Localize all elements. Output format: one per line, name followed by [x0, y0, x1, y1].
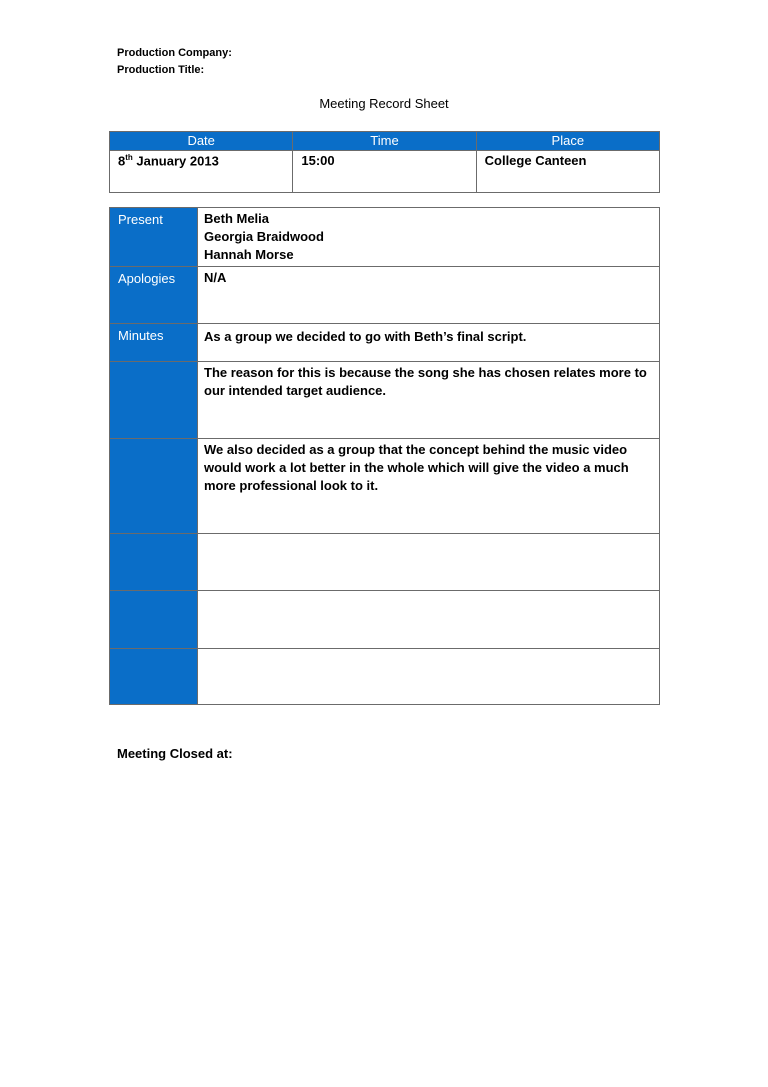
page-title: Meeting Record Sheet [319, 96, 449, 111]
time-header: Time [293, 132, 476, 151]
minutes-item: We also decided as a group that the concept behind the music video would work a lot better in the whole which will give the video a much more professional look to it. [198, 439, 660, 534]
meeting-closed-label: Meeting Closed at: [117, 746, 233, 761]
schedule-table [109, 131, 660, 193]
minutes-item-empty [198, 534, 660, 591]
minutes-label-empty [110, 649, 198, 705]
date-value: 8th January 2013 [110, 151, 293, 193]
attendee: Georgia Braidwood [204, 229, 324, 244]
minutes-label: Minutes [110, 324, 198, 362]
minutes-label-empty [110, 362, 198, 439]
minutes-label-empty [110, 534, 198, 591]
minutes-row [110, 439, 660, 534]
minutes-row-empty [110, 534, 660, 591]
production-title-label: Production Title: [117, 64, 205, 76]
place-value: College Canteen [476, 151, 659, 193]
apologies-value: N/A [198, 267, 660, 324]
attendee: Hannah Morse [204, 247, 294, 262]
minutes-item: The reason for this is because the song she has chosen relates more to our intended target audience. [198, 362, 660, 439]
time-value: 15:00 [293, 151, 476, 193]
minutes-row-empty [110, 649, 660, 705]
minutes-label-empty [110, 439, 198, 534]
apologies-label: Apologies [110, 267, 198, 324]
minutes-item-empty [198, 591, 660, 649]
minutes-item: As a group we decided to go with Beth’s final script. [198, 324, 660, 362]
date-header: Date [110, 132, 293, 151]
minutes-row [110, 324, 660, 362]
place-header: Place [476, 132, 659, 151]
attendee: Beth Melia [204, 211, 270, 226]
minutes-item-empty [198, 649, 660, 705]
minutes-label-empty [110, 591, 198, 649]
schedule-values-row [110, 151, 660, 193]
record-table [109, 207, 660, 705]
apologies-row [110, 267, 660, 324]
schedule-header-row [110, 132, 660, 151]
present-label: Present [110, 208, 198, 267]
minutes-row-empty [110, 591, 660, 649]
minutes-row [110, 362, 660, 439]
production-company-label: Production Company: [117, 47, 232, 59]
present-list [198, 208, 660, 267]
present-row [110, 208, 660, 267]
